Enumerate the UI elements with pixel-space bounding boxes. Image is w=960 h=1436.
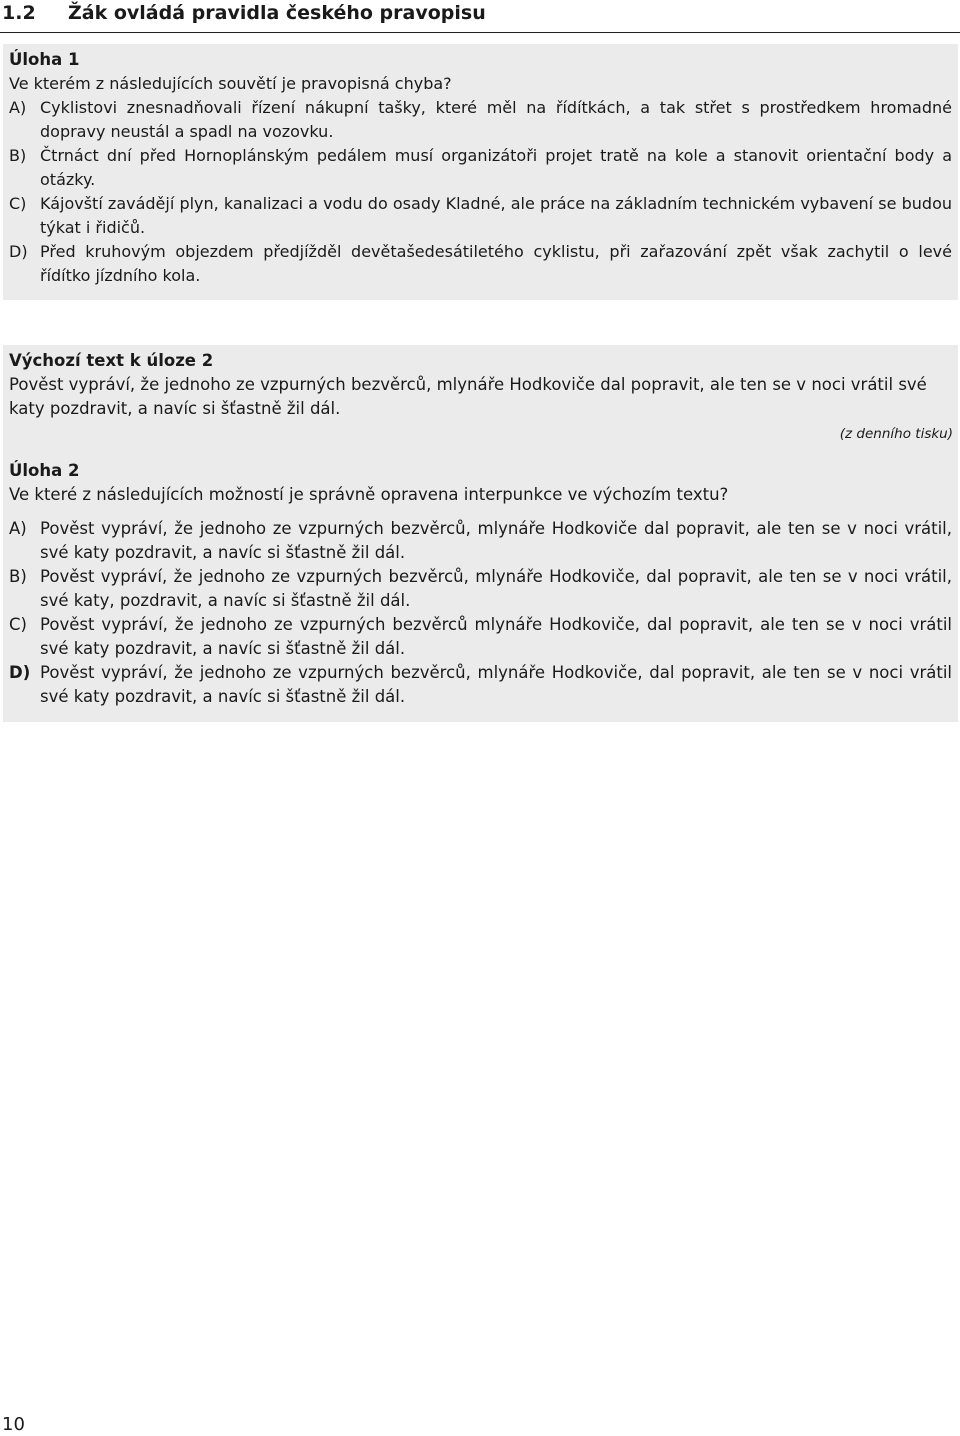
- page-number: 10: [2, 1414, 25, 1435]
- section-title: Žák ovládá pravidla českého pravopisu: [68, 2, 486, 24]
- task1-options: [9, 96, 952, 288]
- option-letter: B): [9, 567, 27, 586]
- option-letter: C): [9, 615, 27, 634]
- task2-block: [9, 459, 952, 709]
- option-letter: D): [9, 242, 28, 261]
- option-letter: A): [9, 98, 27, 117]
- option-text: Pověst vypráví, že jednoho ze vzpurných bezvěrců, mlynáře Hodkoviče, dal popravit, ale ten se v noci vrátil, své katy, pozdravit, a navíc si šťastně žil dál.: [40, 567, 952, 610]
- task2-option-b[interactable]: [9, 565, 952, 613]
- task1-option-c[interactable]: [9, 192, 952, 240]
- task1-box: [3, 44, 958, 300]
- task2-box: [3, 345, 958, 722]
- option-text: Pověst vypráví, že jednoho ze vzpurných bezvěrců mlynáře Hodkoviče, dal popravit, ale ten se v noci vrátil své katy pozdravit, a navíc si šťastně žil dál.: [40, 615, 952, 658]
- option-text: Cyklistovi znesnadňovali řízení nákupní tašky, které měl na řídítkách, a tak střet s prostředkem hromadné dopravy neustál a spadl na vozovku.: [40, 98, 952, 141]
- task2-option-a[interactable]: [9, 517, 952, 565]
- task2-option-d[interactable]: [9, 661, 952, 709]
- option-text: Před kruhovým objezdem předjížděl devětašedesátiletého cyklistu, při zařazování zpět však zachytil o levé řídítko jízdního kola.: [40, 242, 952, 285]
- option-letter: D): [9, 663, 31, 682]
- task1-question: Ve kterém z následujících souvětí je pravopisná chyba?: [9, 74, 452, 93]
- task1-option-d[interactable]: [9, 240, 952, 288]
- option-text: Kájovští zavádějí plyn, kanalizaci a vodu do osady Kladné, ale práce na základním technickém vybavení se budou týkat i řidičů.: [40, 194, 952, 237]
- option-text: Čtrnáct dní před Hornoplánským pedálem musí organizátoři projet tratě na kole a stanovit orientační body a otázky.: [40, 146, 952, 189]
- task1-option-b[interactable]: [9, 144, 952, 192]
- task2-options: [9, 517, 952, 709]
- task1-title: Úloha 1: [9, 50, 80, 69]
- option-letter: C): [9, 194, 27, 213]
- option-text: Pověst vypráví, že jednoho ze vzpurných bezvěrců, mlynáře Hodkoviče, dal popravit, ale ten se v noci vrátil své katy pozdravit, a navíc si šťastně žil dál.: [40, 663, 952, 706]
- task1-option-a[interactable]: [9, 96, 952, 144]
- source-citation: (z denního tisku): [839, 426, 953, 442]
- source-text-title: Výchozí text k úloze 2: [9, 351, 214, 370]
- option-letter: B): [9, 146, 27, 165]
- task2-question: Ve které z následujících možností je správně opravena interpunkce ve výchozím textu?: [9, 485, 729, 504]
- task2-option-c[interactable]: [9, 613, 952, 661]
- section-number: 1.2: [2, 2, 36, 24]
- task2-title: Úloha 2: [9, 461, 80, 480]
- option-text: Pověst vypráví, že jednoho ze vzpurných bezvěrců, mlynáře Hodkoviče dal popravit, ale ten se v noci vrátil, své katy pozdravit, a navíc si šťastně žil dál.: [40, 519, 952, 562]
- option-letter: A): [9, 519, 27, 538]
- section-header: [0, 0, 960, 33]
- source-text-body: Pověst vypráví, že jednoho ze vzpurných bezvěrců, mlynáře Hodkoviče dal popravit, ale ten se v noci vrátil své katy pozdravit, a navíc si šťastně žil dál.: [9, 375, 927, 418]
